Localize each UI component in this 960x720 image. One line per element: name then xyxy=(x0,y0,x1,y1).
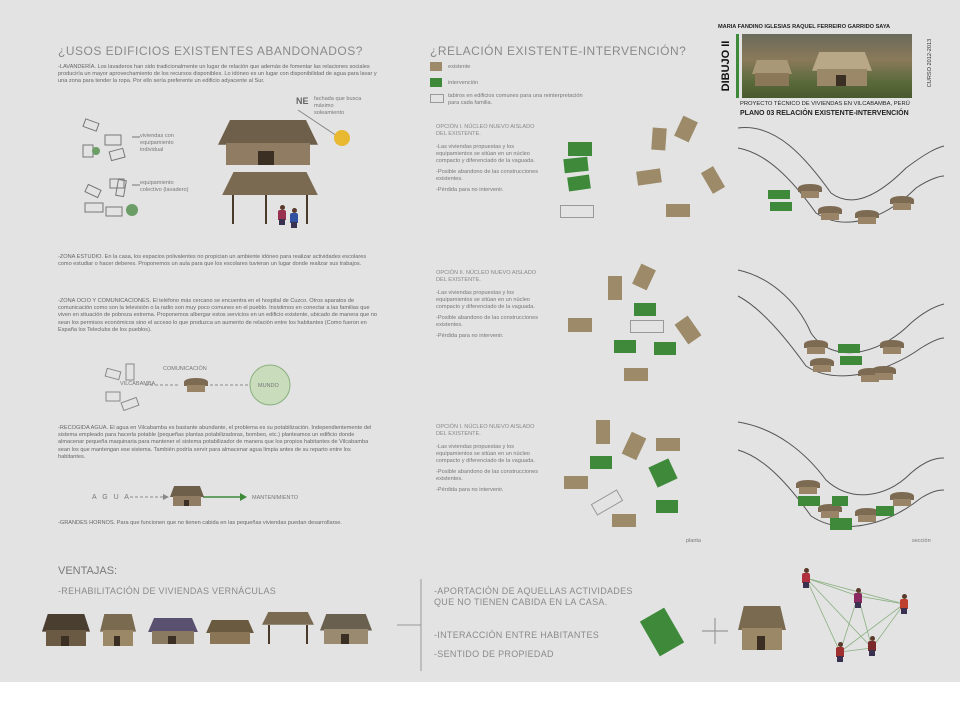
plano-title: PLANO 03 RELACIÓN EXISTENTE-INTERVENCIÓN xyxy=(740,110,909,117)
vernacular-house-2 xyxy=(100,614,136,646)
hut-icon xyxy=(855,210,879,224)
plan-block-intervencion xyxy=(590,456,612,469)
option-2-text xyxy=(436,270,546,340)
hut-icon xyxy=(890,196,914,210)
hut-photo-2 xyxy=(222,172,318,224)
plan-block-existente xyxy=(568,318,592,332)
aport-text: -APORTACIÓN DE AQUELLAS ACTIVIDADES QUE NO TIENEN CABIDA EN LA CASA. xyxy=(434,586,633,607)
option-item: -Las viviendas propuestas y los equipamientos se sitúan en un núcleo compacto y diferenciado de la vaguada. xyxy=(436,144,535,164)
plan-block-intervencion xyxy=(656,500,678,513)
plan-block-tabiros xyxy=(560,205,594,218)
person-figure xyxy=(868,636,876,656)
label-comunicacion: COMUNICACIÓN xyxy=(163,366,207,372)
legend-label-intervencion: intervención xyxy=(448,80,479,86)
section-block-intervencion xyxy=(770,202,792,211)
person-figure xyxy=(836,642,844,662)
hut-icon xyxy=(804,340,828,354)
person-figure xyxy=(900,594,908,614)
plan-block-existente xyxy=(596,420,610,444)
plan-block-intervencion xyxy=(654,342,676,355)
hut-icon xyxy=(818,206,842,220)
intervention-block xyxy=(640,608,684,657)
plan-block-existente xyxy=(666,204,690,217)
person-figure xyxy=(802,568,810,588)
hut-icon xyxy=(890,492,914,506)
option-item: -Pérdida para no intervenir. xyxy=(436,187,504,193)
sentido-text: -SENTIDO DE PROPIEDAD xyxy=(434,649,554,659)
option-item: -Posible abandono de las construcciones existentes. xyxy=(436,469,538,482)
authors: MARÍA FANDIÑO IGLESIAS RAQUEL FERREIRO GARRIDO SAYA xyxy=(718,24,891,30)
plan-block-existente xyxy=(674,116,698,143)
plan-block-tabiros xyxy=(630,320,664,333)
plan-block-existente xyxy=(624,368,648,381)
label-sun: fachada que busca máximo soleamiento xyxy=(314,96,362,116)
hut-photo xyxy=(752,60,792,86)
agua-text: -RECOGIDA AGUA. El agua en Vilcabamba es bastante abundante, el problema es su potabilización. Independientemente del sistema empleado para hacerla potable (pequeñas plantas potabilizadoras, bombeo, etc.) planteamos un edificio donde almacenar pequeña maquinaria para mantener el sistema potabilizador de manera que los propios habitantes de Vilcabamba sean los que mantengan ese sistema. También podría servir para almacenar agua limpia antes de su reparto entre los habitantes. xyxy=(58,425,372,460)
divider xyxy=(395,575,435,675)
person-figure xyxy=(854,588,862,608)
interaccion-text: -INTERACCIÓN ENTRE HABITANTES xyxy=(434,630,600,640)
plan-block-intervencion xyxy=(634,303,656,316)
legend-label-tabiros: tabiros en edificios comunes para una reinterpretación para cada familia. xyxy=(448,93,583,106)
section-diagram-1 xyxy=(736,118,946,248)
section-block-intervencion xyxy=(832,496,848,506)
label-planta: planta xyxy=(686,538,701,544)
hut-icon xyxy=(738,606,786,650)
hut-icon xyxy=(796,480,820,494)
plan-block-existente xyxy=(632,264,656,291)
hut-icon xyxy=(880,340,904,354)
sun-icon xyxy=(334,130,350,146)
plan-block-existente xyxy=(651,128,667,151)
section-block-intervencion xyxy=(840,356,862,365)
section-block-intervencion xyxy=(798,496,820,506)
option-item: -Posible abandono de las construcciones existentes. xyxy=(436,315,538,328)
plan-block-existente xyxy=(675,316,702,345)
legend-swatch-intervencion xyxy=(430,78,442,87)
title-block xyxy=(718,24,946,124)
section-block-intervencion xyxy=(838,344,860,353)
vernacular-house-1 xyxy=(42,614,90,646)
year-label: CURSO 2012-2013 xyxy=(927,38,933,88)
compass-ne-icon: NE xyxy=(296,96,309,106)
option-item: -Pérdida para no intervenir. xyxy=(436,487,504,493)
person-figure xyxy=(290,208,298,228)
plan-block-existente xyxy=(656,438,680,451)
vernacular-house-3 xyxy=(148,618,198,644)
hut-icon xyxy=(184,378,208,392)
plan-block-existente xyxy=(564,476,588,489)
hut-icon xyxy=(818,504,842,518)
dibujo-label-box xyxy=(718,34,739,98)
option-title: OPCIÓN I. NÚCLEO NUEVO AISLADO DEL EXISTENTE. xyxy=(436,124,535,137)
plan-block-tabiros xyxy=(591,489,623,515)
vernacular-house-4 xyxy=(206,620,254,644)
option-title: OPCIÓN II. NÚCLEO NUEVO AISLADO DEL EXISTENTE. xyxy=(436,270,537,283)
plan-block-intervencion xyxy=(614,340,636,353)
legend-swatch-tabiros xyxy=(430,94,444,103)
section-diagram-2 xyxy=(736,268,946,398)
plan-block-existente xyxy=(636,168,662,185)
plan-block-intervencion xyxy=(568,142,592,156)
label-agua: A G U A xyxy=(92,494,131,501)
label-mundo: MUNDO xyxy=(258,383,279,389)
option-3-text xyxy=(436,424,546,494)
ventajas-title: VENTAJAS: xyxy=(58,565,118,577)
hut-icon xyxy=(872,366,896,380)
legend-label-existente: existente xyxy=(448,64,471,70)
hut-icon xyxy=(170,486,204,506)
year-box xyxy=(916,34,944,98)
vernacular-house-5 xyxy=(262,612,314,644)
plan-block-intervencion xyxy=(563,157,588,173)
rehab-text: -REHABILITACIÓN DE VIVIENDAS VERNÁCULAS xyxy=(58,586,277,596)
middle-title: ¿RELACIÓN EXISTENTE-INTERVENCIÓN? xyxy=(430,44,687,58)
estudio-text: -ZONA ESTUDIO. En la casa, los espacios polivalentes no propician un ambiente idóneo para realizar actividades escolares como estudiar o hacer deberes. Proponemos un aula para que los escolares tuvieran un lugar donde realizar sus trabajos. xyxy=(58,254,367,268)
label-seccion: sección xyxy=(912,538,931,544)
hut-photo xyxy=(812,52,872,86)
option-item: -Posible abandono de las construcciones existentes. xyxy=(436,169,538,182)
label-vilcabamba: VILCABAMBA xyxy=(120,381,156,387)
label-viviendas: viviendas con equipamiento individual xyxy=(140,133,174,153)
plan-block-intervencion xyxy=(567,175,591,192)
vernacular-house-6 xyxy=(320,614,372,644)
option-item: -Pérdida para no intervenir. xyxy=(436,333,504,339)
section-block-intervencion xyxy=(876,506,894,516)
dibujo-label: DIBUJO II xyxy=(720,40,732,92)
lavanderia-text: -LAVANDERÍA. Los lavaderos han sido tradicionalmente un lugar de relación que además de fomentar las relaciones sociales produciría un mayor aprovechamiento de los recursos disponibles. Lo idóneo es un lugar con disponibilidad de agua para lavar y una zona para tender la ropa. Por ello sería preferente un edificio adyacente al Sur. xyxy=(58,64,377,85)
plus-icon xyxy=(700,616,730,646)
header-photo xyxy=(742,34,912,98)
sun-diagram xyxy=(296,108,356,158)
plan-block-intervencion xyxy=(648,458,677,487)
section-block-intervencion xyxy=(830,518,852,530)
project-title: PROYECTO TÉCNICO DE VIVIENDAS EN VILCABAMBA, PERÚ xyxy=(740,101,910,107)
option-item: -Las viviendas propuestas y los equipamientos se sitúan en un núcleo compacto y diferenciado de la vaguada. xyxy=(436,444,535,464)
plan-block-existente xyxy=(701,166,725,194)
left-title: ¿USOS EDIFICIOS EXISTENTES ABANDONADOS? xyxy=(58,44,363,58)
option-title: OPCIÓN I. NÚCLEO NUEVO AISLADO DEL EXISTENTE. xyxy=(436,424,535,437)
legend-swatch-existente xyxy=(430,62,442,71)
plan-block-existente xyxy=(608,276,622,300)
label-equipamiento: equipamiento colectivo (lavadero) xyxy=(140,180,189,193)
label-mantenimiento: MANTENIMIENTO xyxy=(252,495,299,501)
section-block-intervencion xyxy=(768,190,790,199)
plan-block-existente xyxy=(612,514,636,527)
person-figure xyxy=(278,205,286,225)
option-item: -Las viviendas propuestas y los equipamientos se sitúan en un núcleo compacto y diferenciado de la vaguada. xyxy=(436,290,535,310)
ocio-text: -ZONA OCIO Y COMUNICACIONES. El teléfono más cercano se encuentra en el hospital de Cuzco. Otros aparatos de comunicación como son la televisión o la radio son muy poco comunes en el pueblo. Insistimos en conectar a las familias que viven en situación de pobreza extrema. Proponemos albergar estos servicios en un edificio existente, ubicado de manera que no sean los permisos económicos sino el acceso lo que produzca un aumento de relación entre los habitantes (Como fueron en España los Teleclubs de los pueblos). xyxy=(58,298,378,333)
hut-icon xyxy=(810,358,834,372)
hornos-text: -GRANDES HORNOS. Para que funcionen que no tienen cabida en las pequeñas viviendas puedan desarrollarse. xyxy=(58,520,342,526)
network-icon xyxy=(796,566,916,676)
plan-block-existente xyxy=(622,432,647,461)
hut-icon xyxy=(798,184,822,198)
option-1-text xyxy=(436,124,546,194)
